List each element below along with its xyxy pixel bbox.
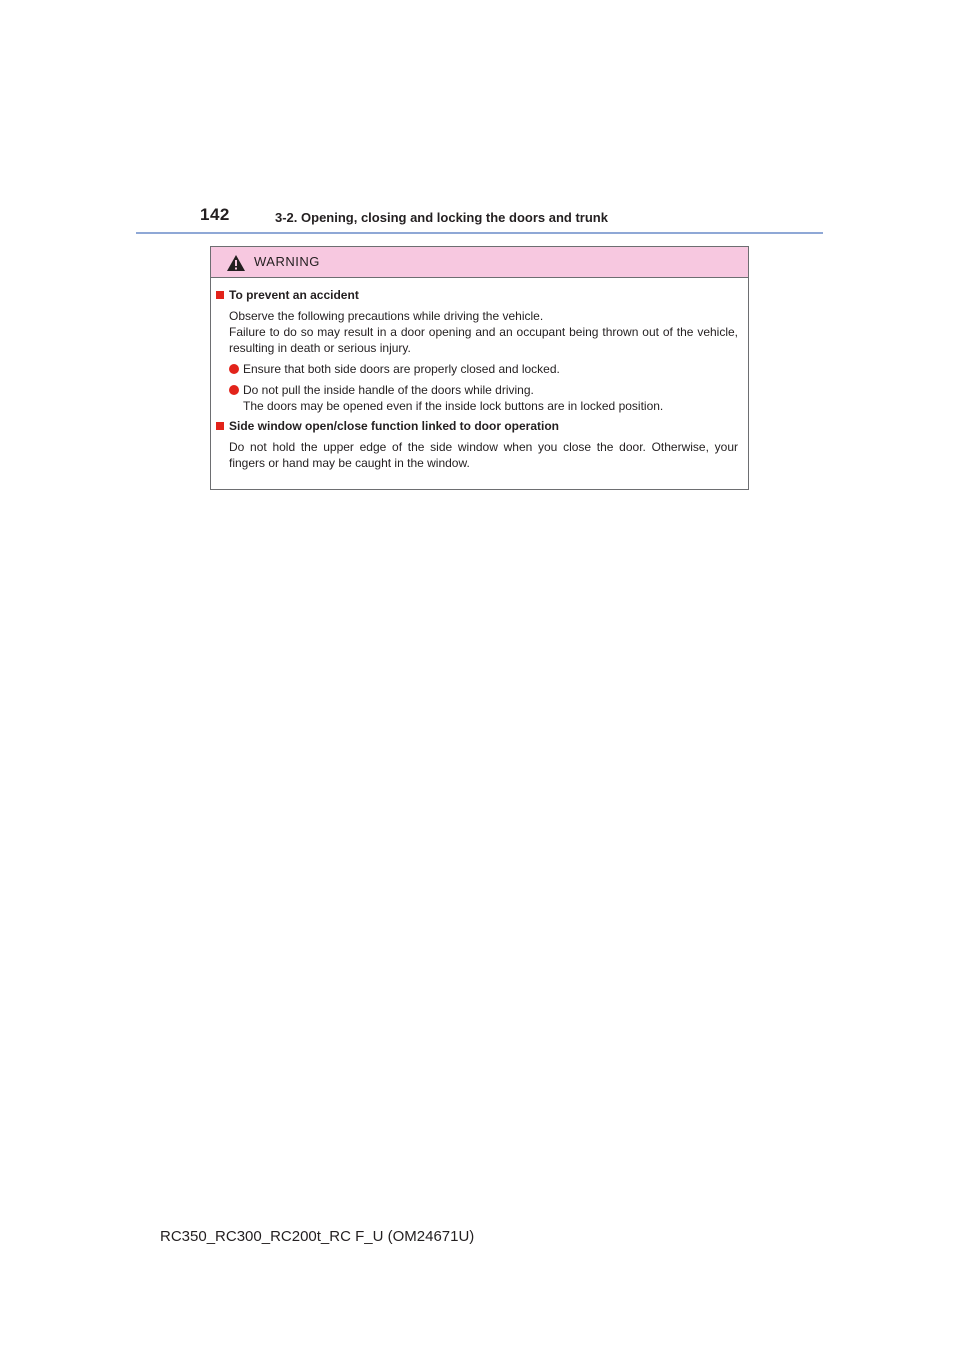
paragraph: Failure to do so may result in a door opening and an occupant being thrown out of the vehicle, resulting in death or serious injury. [229,325,738,355]
subitem-text: Do not pull the inside handle of the doors while driving. [243,383,534,397]
circle-bullet-icon [229,385,239,395]
paragraph: Observe the following precautions while driving the vehicle. [229,309,544,323]
subitem-text: The doors may be opened even if the inside lock buttons are in locked position. [243,399,664,413]
warning-triangle-icon [226,254,246,272]
header-divider [136,232,823,234]
circle-bullet-icon [229,364,239,374]
warning-label: WARNING [254,254,320,269]
warning-item-heading [211,418,748,434]
heading-text: To prevent an accident [229,288,359,302]
page-header [0,0,960,236]
section-title: 3-2. Opening, closing and locking the doors and trunk [275,210,608,225]
warning-header [211,247,748,278]
warning-box [210,246,749,490]
page-number: 142 [200,205,230,224]
heading-text: Side window open/close function linked to door operation [229,419,560,433]
warning-item-heading [211,287,748,303]
paragraph: Do not hold the upper edge of the side window when you close the door. Otherwise, your fingers or hand may be caught in the window. [229,440,738,470]
warning-body [211,287,748,471]
subitem-text: Ensure that both side doors are properly closed and locked. [243,362,560,376]
square-bullet-icon [216,422,224,430]
square-bullet-icon [216,291,224,299]
warning-subitem [211,382,748,414]
warning-subitem [211,361,748,377]
footer-model-code: RC350_RC300_RC200t_RC F_U (OM24671U) [160,1228,475,1245]
